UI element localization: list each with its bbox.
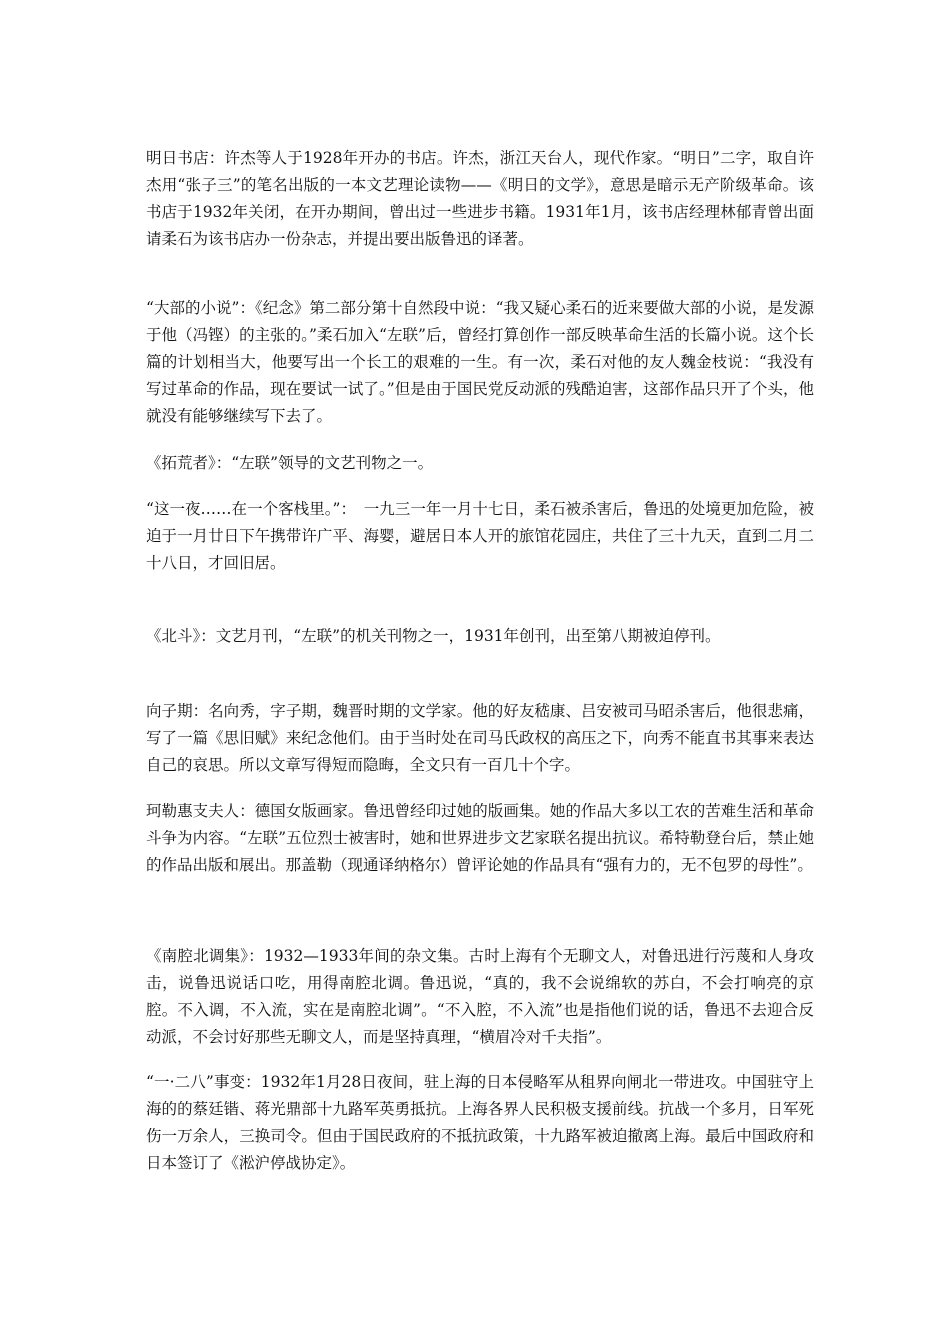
paragraph-kollwitz: 珂勒惠支夫人：德国女版画家。鲁迅曾经印过她的版画集。她的作品大多以工农的苦难生活和革命斗争为内容。“左联”五位烈士被害时，她和世界进步文艺家联名提出抗议。希特勒登台后，禁止她的作品出版和展出。那盖勒（现通译纳格尔）曾评论她的作品具有“强有力的，无不包罗的母性”。: [146, 802, 814, 874]
paragraph-mingri-bookstore: 明日书店：许杰等人于1928年开办的书店。许杰，浙江天台人，现代作家。“明日”二字，取自许杰用“张子三”的笔名出版的一本文艺理论读物——《明日的文学》，意思是暗示无产阶级革命。该书店于1932年关闭，在开办期间，曾出过一些进步书籍。1931年1月，该书店经理林郁青曾出面请柔石为该书店办一份杂志，并提出要出版鲁迅的译著。: [146, 149, 814, 248]
paragraph-this-night: “这一夜……在一个客栈里。”： 一九三一年一月十七日，柔石被杀害后，鲁迅的处境更加危险，被迫于一月廿日下午携带许广平、海婴，避居日本人开的旅馆花园庄，共住了三十九天，直到二月二十八日，才回旧居。: [146, 500, 814, 572]
paragraph-january-28-incident: “一·二八”事变：1932年1月28日夜间，驻上海的日本侵略军从租界向闸北一带进攻。中国驻守上海的的蔡廷锴、蒋光鼎部十九路军英勇抵抗。上海各界人民积极支援前线。抗战一个多月，日军死伤一万余人，三换司令。但由于国民政府的不抵抗政策，十九路军被迫撤离上海。最后中国政府和日本签订了《淞沪停战协定》。: [146, 1073, 814, 1172]
paragraph-large-novel: “大部的小说”：《纪念》第二部分第十自然段中说：“我又疑心柔石的近来要做大部的小说，是发源于他（冯铿）的主张的。”柔石加入“左联”后，曾经打算创作一部反映革命生活的长篇小说。这个长篇的计划相当大，他要写出一个长工的艰难的一生。有一次，柔石对他的友人魏金枝说：“我没有写过革命的作品，现在要试一试了。”但是由于国民党反动派的残酷迫害，这部作品只开了个头，他就没有能够继续写下去了。: [146, 299, 814, 425]
paragraph-tuohuangzhe: 《拓荒者》：“左联”领导的文艺刊物之一。: [146, 454, 434, 472]
paragraph-beidou: 《北斗》：文艺月刊，“左联”的机关刊物之一，1931年创刊，出至第八期被迫停刊。: [146, 627, 721, 645]
paragraph-nanqiang-beidiao: 《南腔北调集》：1932—1933年间的杂文集。古时上海有个无聊文人，对鲁迅进行污蔑和人身攻击，说鲁迅说话口吃，用得南腔北调。鲁迅说，“真的，我不会说绵软的苏白，不会打响亮的京腔。不入调，不入流，实在是南腔北调”。“不入腔，不入流”也是指他们说的话，鲁迅不去迎合反动派，不会讨好那些无聊文人，而是坚持真理，“横眉冷对千夫指”。: [146, 947, 814, 1046]
paragraph-xiang-ziqi: 向子期：名向秀，字子期，魏晋时期的文学家。他的好友嵇康、吕安被司马昭杀害后，他很悲痛，写了一篇《思旧赋》来纪念他们。由于当时处在司马氏政权的高压之下，向秀不能直书其事来表达自己的哀思。所以文章写得短而隐晦，全文只有一百几十个字。: [146, 702, 814, 774]
